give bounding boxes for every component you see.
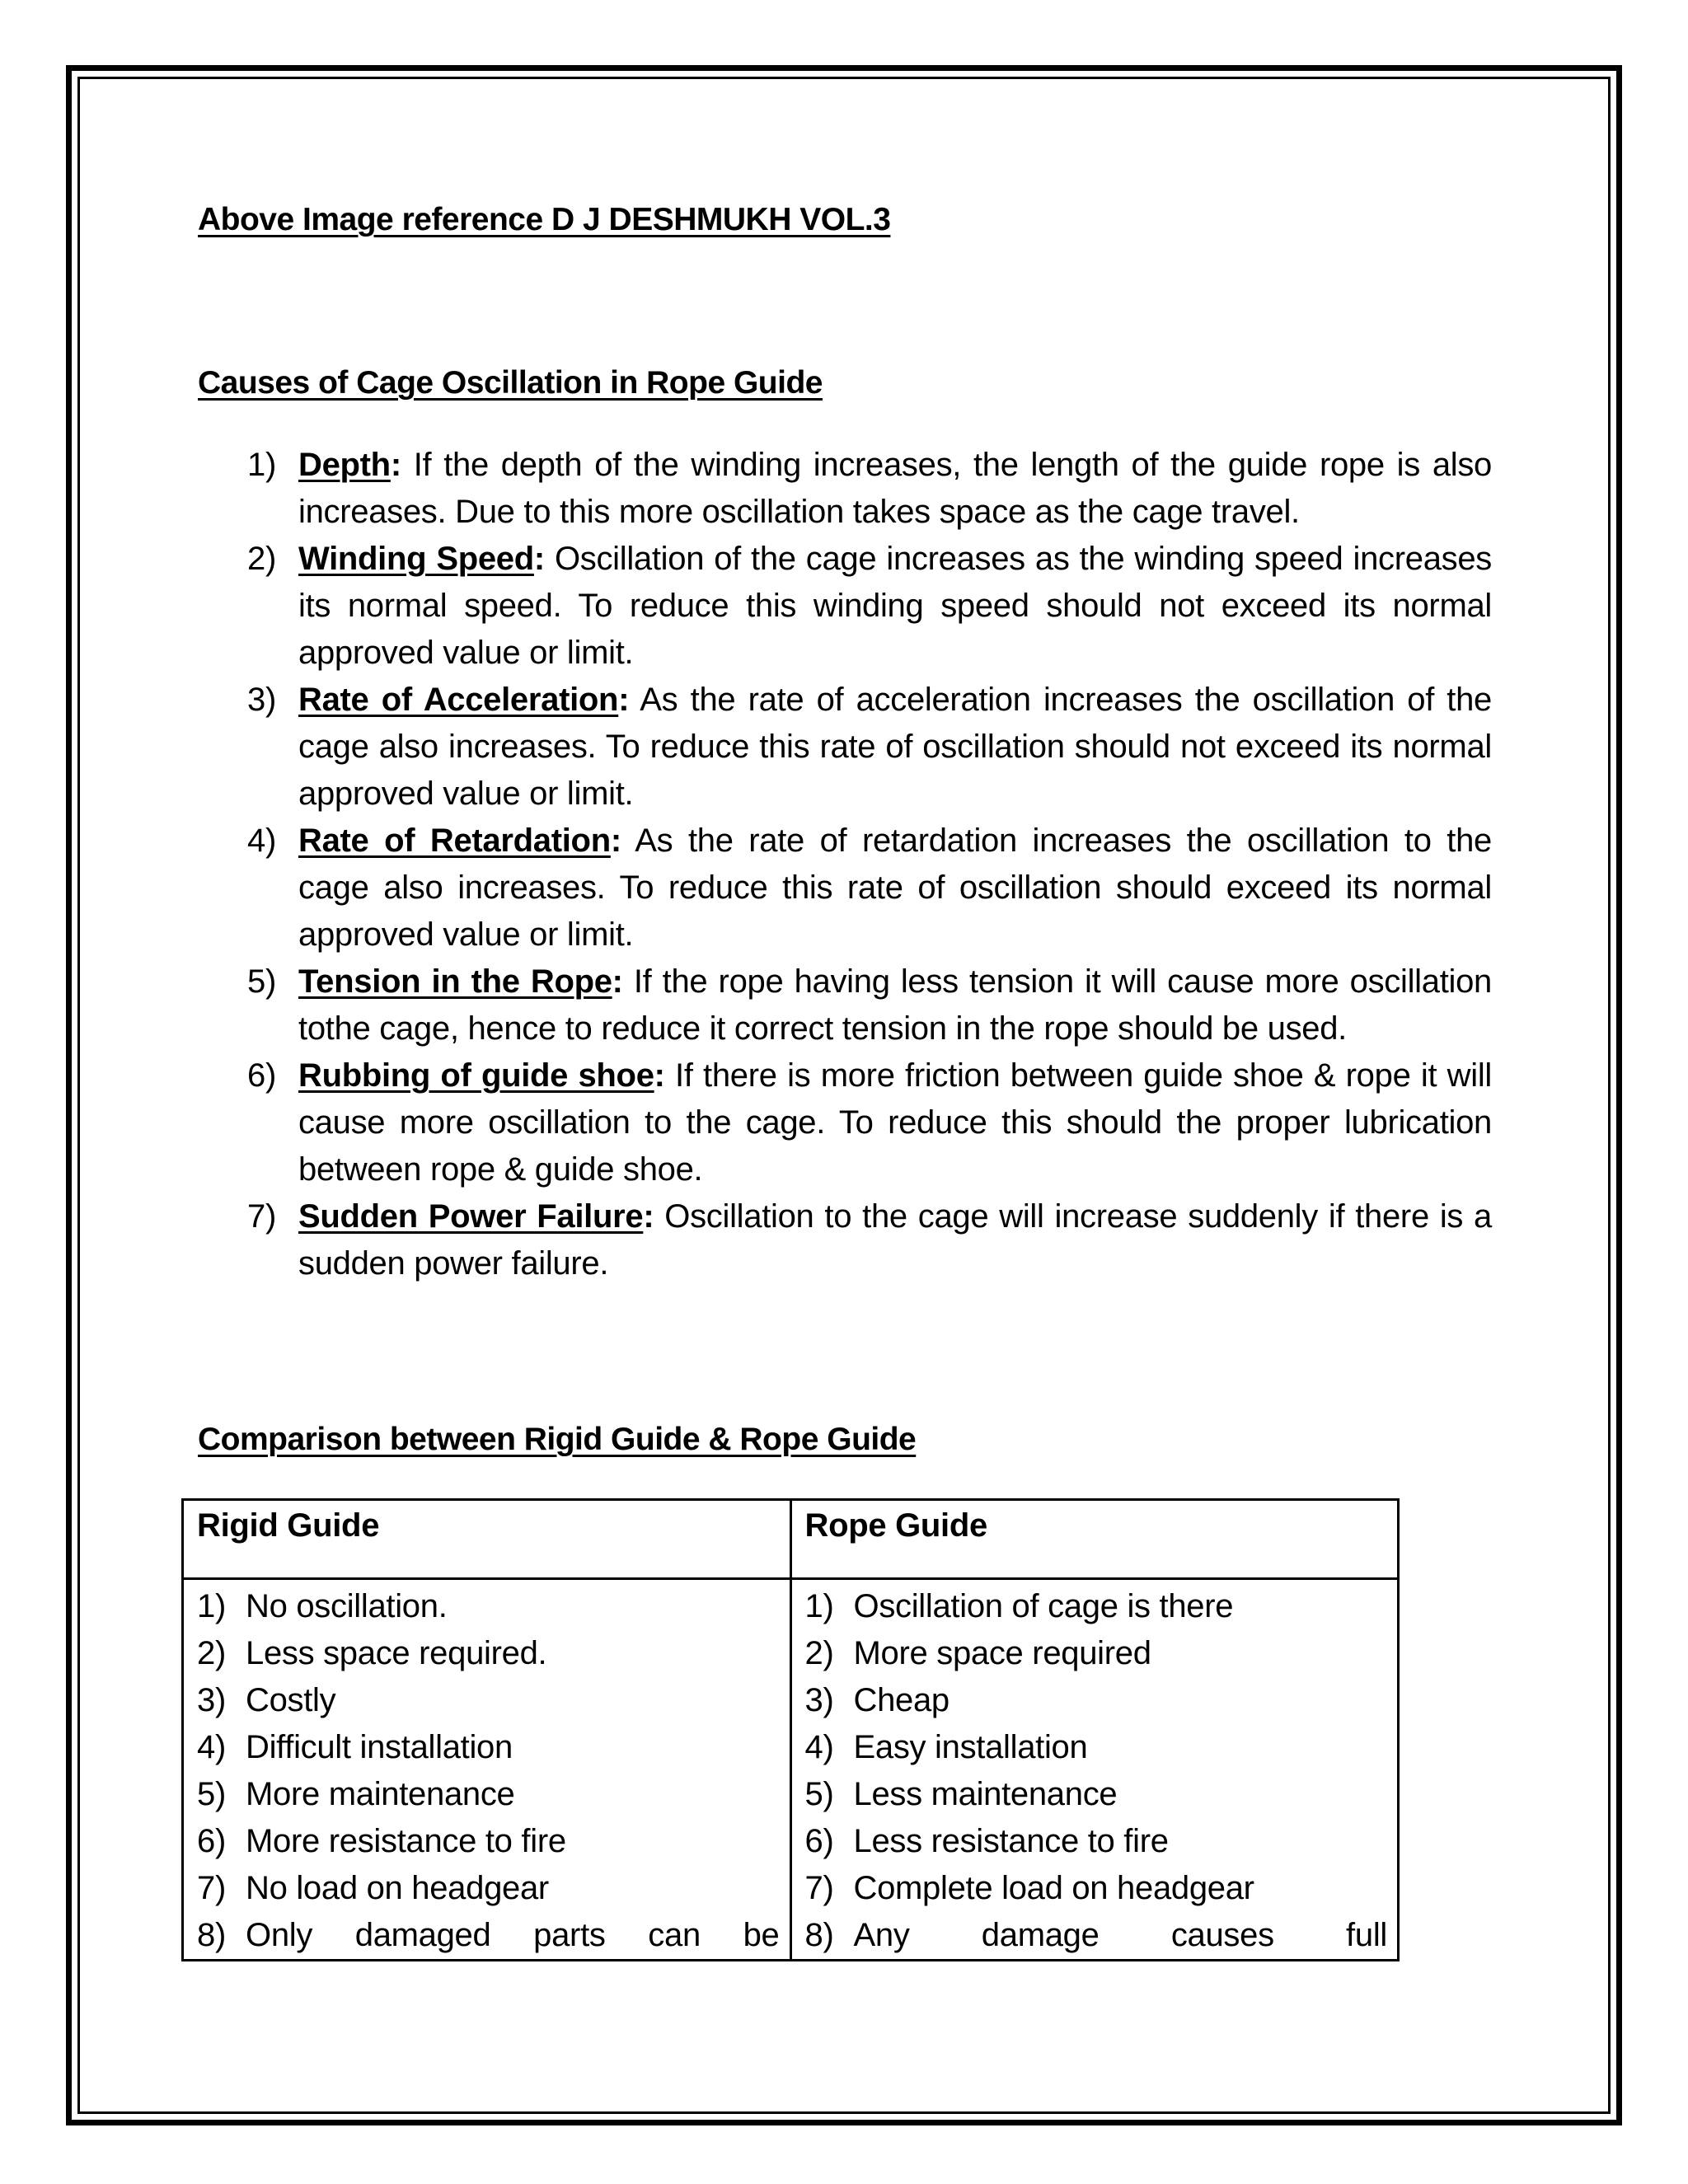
list-text: Any damage causes full	[853, 1917, 1387, 1953]
rope-guide-cell	[790, 1579, 1399, 1961]
cause-text: Oscillation to the cage will increase suddenly if there is a sudden power failure.	[298, 1198, 1492, 1282]
cause-term: Rate of Acceleration	[298, 682, 619, 718]
list-number: 1)	[804, 1588, 834, 1624]
list-item	[805, 1724, 1388, 1771]
list-text: Less maintenance	[853, 1776, 1118, 1812]
table-row	[183, 1579, 1399, 1961]
cause-item-winding-speed: 2) Winding Speed: Oscillation of the cage increases as the winding speed increases its normal speed. To reduce this winding speed should not exceed its normal approved value or limit.	[247, 536, 1492, 677]
list-item	[197, 1771, 780, 1818]
list-item	[197, 1724, 780, 1771]
cause-text: Oscillation of the cage increases as the winding speed increases its normal speed. To reduce this winding speed should not exceed its normal approved value or limit.	[298, 541, 1492, 671]
cause-text: If the rope having less tension it will cause more oscillation tothe cage, hence to reduce it correct tension in the rope should be used.	[298, 963, 1492, 1047]
list-text: More space required	[853, 1635, 1151, 1671]
cause-term: Tension in the Rope	[298, 963, 612, 1000]
list-number: 4)	[197, 1729, 226, 1765]
list-number: 5)	[804, 1776, 834, 1812]
list-number: 4)	[804, 1729, 834, 1765]
cause-text: As the rate of retardation increases the oscillation to the cage also increases. To reduce this rate of oscillation should exceed its normal approved value or limit.	[298, 823, 1492, 953]
list-text: Cheap	[853, 1682, 950, 1718]
cause-term: Depth	[298, 447, 391, 483]
list-item	[805, 1583, 1388, 1630]
rigid-guide-cell	[183, 1579, 791, 1961]
cause-item-rate-of-retardation: 4) Rate of Retardation: As the rate of retardation increases the oscillation to the cage also increases. To reduce this rate of oscillation should exceed its normal approved value or limit.	[247, 818, 1492, 958]
rigid-guide-list	[197, 1583, 780, 1959]
cause-item-sudden-power-failure: 7) Sudden Power Failure: Oscillation to the cage will increase suddenly if there is a sudden power failure.	[247, 1193, 1492, 1287]
list-number: 7)	[197, 1870, 226, 1906]
list-item	[197, 1912, 780, 1959]
list-text: More resistance to fire	[246, 1823, 566, 1859]
list-number: 2)	[197, 1635, 226, 1671]
list-number: 7)	[804, 1870, 834, 1906]
cause-term: Sudden Power Failure	[298, 1198, 644, 1235]
comparison-heading: Comparison between Rigid Guide & Rope Guide	[198, 1422, 917, 1457]
cause-item-rubbing-of-guide-shoe: 6) Rubbing of guide shoe: If there is more friction between guide shoe & rope it will cause more oscillation to the cage. To reduce this should the proper lubrication between rope & guide shoe.	[247, 1052, 1492, 1193]
list-item	[805, 1818, 1388, 1865]
list-item	[197, 1677, 780, 1724]
list-number: 3)	[804, 1682, 834, 1718]
list-item	[805, 1771, 1388, 1818]
list-text: More maintenance	[246, 1776, 515, 1812]
list-number: 1)	[197, 1588, 226, 1624]
comparison-table	[181, 1498, 1400, 1961]
list-number: 6)	[247, 1057, 276, 1094]
list-number: 8)	[804, 1917, 834, 1953]
list-text: Difficult installation	[246, 1729, 513, 1765]
list-text: No oscillation.	[246, 1588, 448, 1624]
list-text: Easy installation	[853, 1729, 1088, 1765]
list-item	[197, 1818, 780, 1865]
cause-item-rate-of-acceleration: 3) Rate of Acceleration: As the rate of acceleration increases the oscillation of the cage also increases. To reduce this rate of oscillation should not exceed its normal approved value or limit.	[247, 677, 1492, 818]
list-number: 1)	[247, 447, 276, 483]
causes-heading: Causes of Cage Oscillation in Rope Guide	[198, 365, 823, 401]
list-text: Costly	[246, 1682, 336, 1718]
cause-item-tension-in-rope: 5) Tension in the Rope: If the rope having less tension it will cause more oscillation tothe cage, hence to reduce it correct tension in the rope should be used.	[247, 958, 1492, 1052]
list-text: Only damaged parts can be	[246, 1917, 780, 1953]
list-number: 4)	[247, 823, 276, 859]
list-item	[805, 1865, 1388, 1912]
causes-list	[247, 442, 1492, 1287]
rope-guide-list	[805, 1583, 1388, 1959]
cause-text: If there is more friction between guide shoe & rope it will cause more oscillation to the cage. To reduce this should the proper lubrication between rope & guide shoe.	[298, 1057, 1492, 1188]
list-text: Oscillation of cage is there	[853, 1588, 1234, 1624]
cause-term: Winding Speed	[298, 541, 534, 577]
image-reference-heading: Above Image reference D J DESHMUKH VOL.3	[198, 202, 891, 237]
list-number: 5)	[197, 1776, 226, 1812]
header-rope-guide: Rope Guide	[790, 1500, 1399, 1579]
list-number: 6)	[197, 1823, 226, 1859]
table-header-row	[183, 1500, 1399, 1579]
list-text: Less resistance to fire	[853, 1823, 1169, 1859]
list-item	[197, 1630, 780, 1677]
list-item	[197, 1583, 780, 1630]
list-item	[805, 1630, 1388, 1677]
list-item	[197, 1865, 780, 1912]
list-number: 2)	[247, 541, 276, 577]
list-item	[805, 1912, 1388, 1959]
cause-item-depth: 1) Depth: If the depth of the winding increases, the length of the guide rope is also increases. Due to this more oscillation takes space as the cage travel.	[247, 442, 1492, 536]
list-number: 3)	[197, 1682, 226, 1718]
list-text: Less space required.	[246, 1635, 547, 1671]
cause-text: If the depth of the winding increases, the length of the guide rope is also increases. Due to this more oscillation takes space as the cage travel.	[298, 447, 1492, 530]
list-number: 3)	[247, 682, 276, 718]
list-number: 8)	[197, 1917, 226, 1953]
list-text: No load on headgear	[246, 1870, 549, 1906]
cause-term: Rubbing of guide shoe	[298, 1057, 654, 1094]
cause-term: Rate of Retardation	[298, 823, 611, 859]
list-number: 6)	[804, 1823, 834, 1859]
cause-text: As the rate of acceleration increases the oscillation of the cage also increases. To reduce this rate of oscillation should not exceed its normal approved value or limit.	[298, 682, 1493, 812]
list-number: 7)	[247, 1198, 276, 1235]
list-item	[805, 1677, 1388, 1724]
header-rigid-guide: Rigid Guide	[183, 1500, 791, 1579]
list-number: 5)	[247, 963, 276, 1000]
list-number: 2)	[804, 1635, 834, 1671]
list-text: Complete load on headgear	[853, 1870, 1254, 1906]
